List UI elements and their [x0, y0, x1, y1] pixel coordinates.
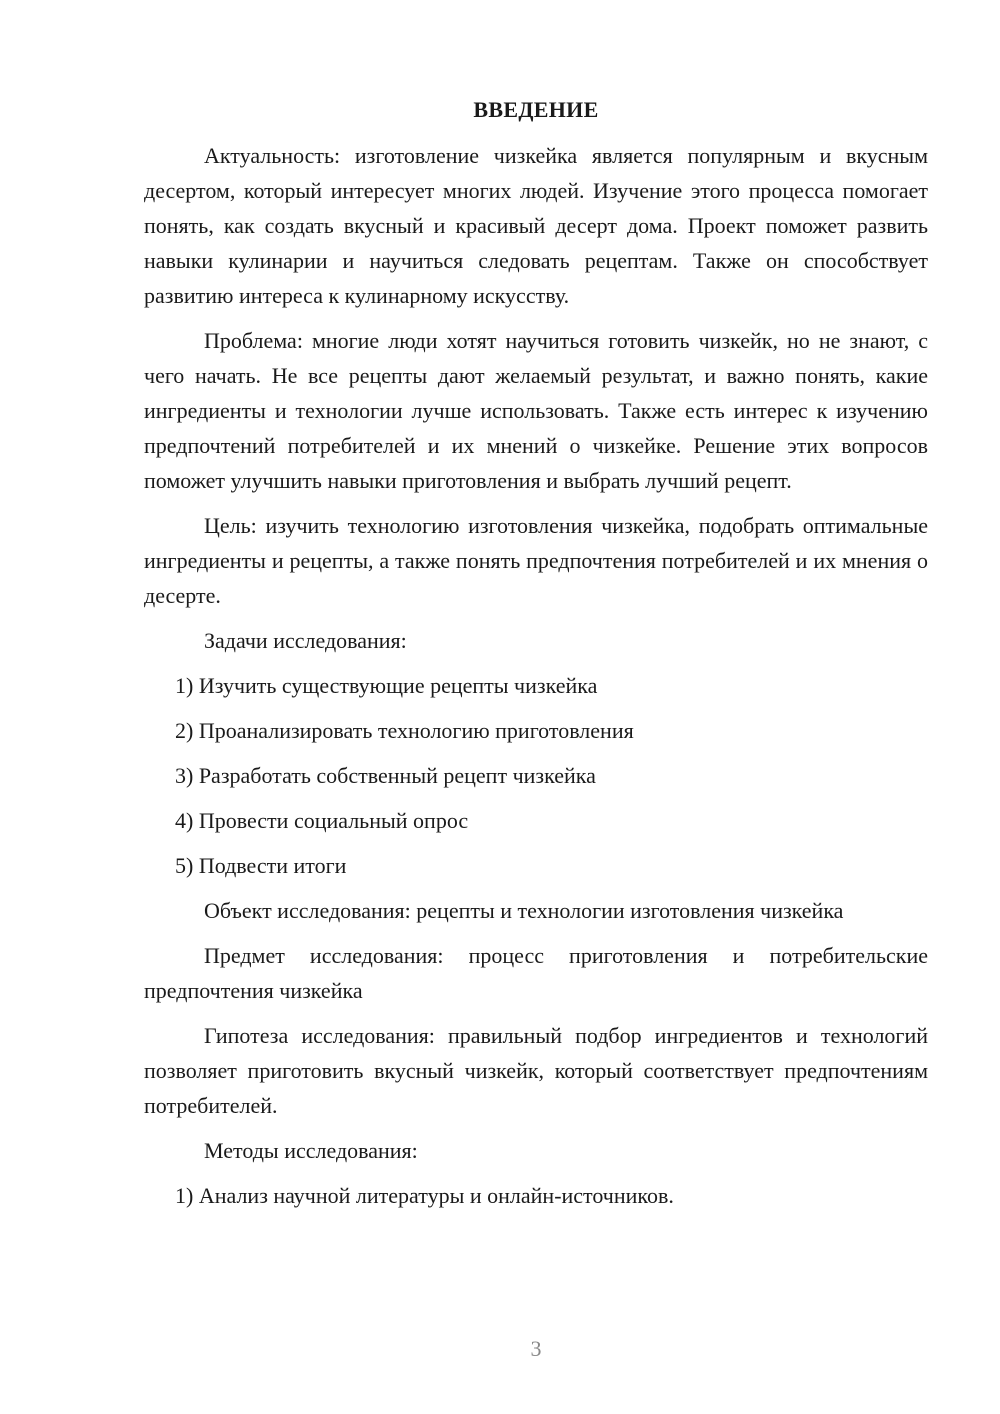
hypothesis-paragraph: Гипотеза исследования: правильный подбор ингредиентов и технологий позволяет приготовить вкусный чизкейк, который соответствует предпочтениям потребителей.	[144, 1023, 928, 1118]
tasks-heading: Задачи исследования:	[204, 628, 407, 653]
subject-paragraph: Предмет исследования: процесс приготовления и потребительские предпочтения чизкейка	[144, 943, 928, 1003]
page-number: 3	[530, 1336, 542, 1361]
task-item: 4) Провести социальный опрос	[175, 808, 469, 833]
task-item: 2) Проанализировать технологию приготовления	[175, 718, 634, 743]
goal-paragraph: Цель: изучить технологию изготовления чизкейка, подобрать оптимальные ингредиенты и рецепты, а также понять предпочтения потребителей и их мнения о десерте.	[144, 513, 928, 608]
relevance-paragraph: Актуальность: изготовление чизкейка является популярным и вкусным десертом, который интересует многих людей. Изучение этого процесса помогает понять, как создать вкусный и красивый десерт дома. Проект поможет развить навыки кулинарии и научиться следовать рецептам. Также он способствует развитию интереса к кулинарному искусству.	[144, 143, 928, 308]
problem-paragraph: Проблема: многие люди хотят научиться готовить чизкейк, но не знают, с чего начать. Не все рецепты дают желаемый результат, и важно понять, какие ингредиенты и технологии лучше использовать. Также есть интерес к изучению предпочтений потребителей и их мнений о чизкейке. Решение этих вопросов поможет улучшить навыки приготовления и выбрать лучший рецепт.	[144, 328, 928, 493]
tasks-list	[144, 668, 928, 883]
object-paragraph: Объект исследования: рецепты и технологии изготовления чизкейка	[204, 898, 844, 923]
task-item: 1) Изучить существующие рецепты чизкейка	[175, 673, 598, 698]
methods-list	[144, 1178, 928, 1213]
methods-heading: Методы исследования:	[204, 1138, 418, 1163]
page-content	[144, 94, 928, 1223]
method-item: 1) Анализ научной литературы и онлайн-источников.	[175, 1183, 674, 1208]
task-item: 3) Разработать собственный рецепт чизкейка	[175, 763, 596, 788]
task-item: 5) Подвести итоги	[175, 853, 347, 878]
section-heading: ВВЕДЕНИЕ	[473, 97, 599, 122]
